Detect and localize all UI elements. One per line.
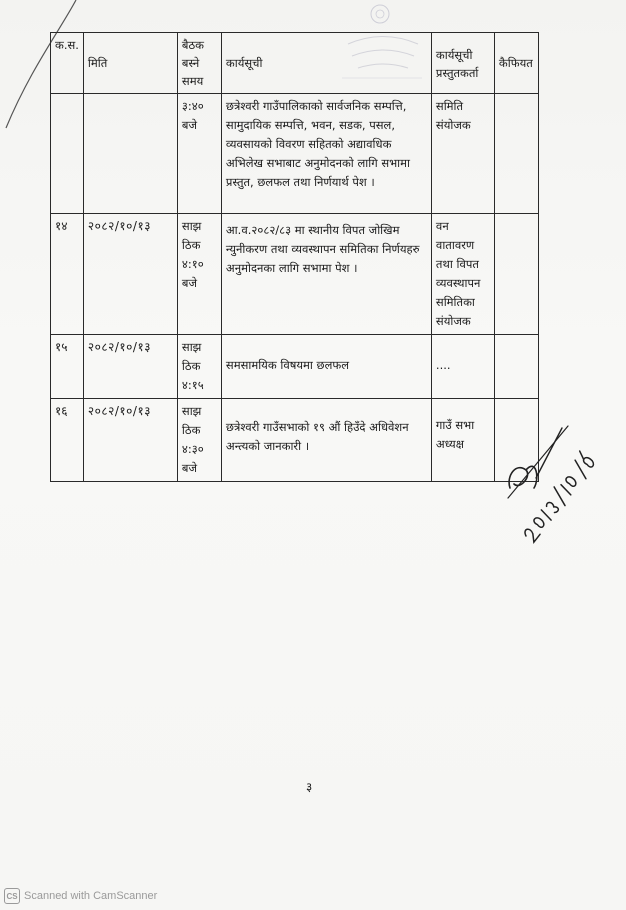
row-date: २०८२/१०/१३ <box>83 399 177 482</box>
row-remarks <box>494 94 538 214</box>
row-date <box>83 94 177 214</box>
page-number: ३ <box>306 780 313 794</box>
camscanner-watermark <box>4 888 157 904</box>
row-date: २०८२/१०/१३ <box>83 214 177 335</box>
header-remarks: कैफियत <box>494 33 538 94</box>
row-remarks <box>494 214 538 335</box>
row-time: साझ ठिक ४:३० बजे <box>177 399 221 482</box>
row-time: साझ ठिक ४:१० बजे <box>177 214 221 335</box>
header-serial: क.स. <box>51 33 84 94</box>
row-presenter: .... <box>431 335 494 399</box>
header-presenter: कार्यसूची प्रस्तुतकर्ता <box>431 33 494 94</box>
row-serial: १६ <box>51 399 84 482</box>
agenda-table <box>50 32 539 482</box>
row-time: साझ ठिक ४:१५ <box>177 335 221 399</box>
header-agenda: कार्यसूची <box>221 33 431 94</box>
row-presenter: वन वातावरण तथा विपत व्यवस्थापन समितिका संयोजक <box>431 214 494 335</box>
table-header-row <box>51 33 539 94</box>
table-row <box>51 335 539 399</box>
row-serial: १४ <box>51 214 84 335</box>
row-presenter: गाउँ सभा अध्यक्ष <box>431 399 494 482</box>
row-time: ३:४० बजे <box>177 94 221 214</box>
header-time: बैठक बस्ने समय <box>177 33 221 94</box>
header-date: मिति <box>83 33 177 94</box>
handwritten-signature <box>496 418 606 548</box>
camscanner-text: Scanned with CamScanner <box>24 890 158 902</box>
row-agenda: छत्रेश्वरी गाउँपालिकाको सार्वजनिक सम्पत्ति, सामुदायिक सम्पत्ति, भवन, सडक, पसल, व्यवसायको विवरण सहितको अद्यावधिक अभिलेख सभाबाट अनुमोदनको लागि सभामा प्रस्तुत, छलफल तथा निर्णयार्थ पेश । <box>221 94 431 214</box>
row-agenda: आ.व.२०८२/८३ मा स्थानीय विपत जोखिम न्युनीकरण तथा व्यवस्थापन समितिका निर्णयहरु अनुमोदनका लागि सभामा पेश । <box>221 214 431 335</box>
row-serial <box>51 94 84 214</box>
row-agenda: समसामयिक विषयमा छलफल <box>221 335 431 399</box>
table-row <box>51 399 539 482</box>
row-presenter: समिति संयोजक <box>431 94 494 214</box>
table-row <box>51 94 539 214</box>
row-remarks <box>494 335 538 399</box>
camscanner-logo-icon: CS <box>4 888 20 904</box>
row-agenda: छत्रेश्वरी गाउँसभाको १९ औं हिउँदे अधिवेशन अन्त्यको जानकारी । <box>221 399 431 482</box>
row-serial: १५ <box>51 335 84 399</box>
table-row <box>51 214 539 335</box>
row-date: २०८२/१०/१३ <box>83 335 177 399</box>
